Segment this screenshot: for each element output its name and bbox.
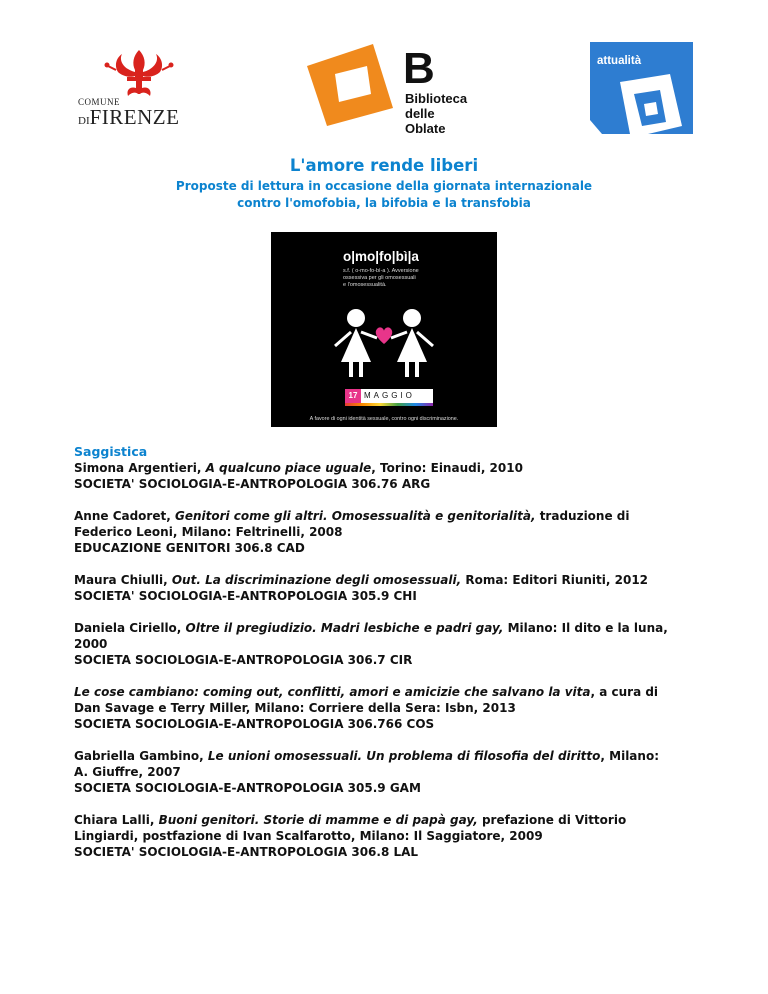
shelf-location: EDUCAZIONE GENITORI 306.8 CAD — [74, 541, 305, 555]
poster-footer: A favore di ogni identità sessuale, contro ogni discriminazione. — [309, 416, 459, 422]
shelf-location: SOCIETA' SOCIOLOGIA-E-ANTROPOLOGIA 306.8 LAL — [74, 845, 419, 859]
poster-definition-line1: s.f. ( o-mo-fo-bì-a ). Avversione — [343, 268, 419, 274]
shelf-location: SOCIETA SOCIOLOGIA-E-ANTROPOLOGIA 306.766 COS — [74, 717, 435, 731]
biblioteca-oblate-logo — [305, 44, 470, 136]
entry-line: Simona Argentieri, A qualcuno piace uguale, Torino: Einaudi, 2010 — [74, 461, 523, 475]
subtitle-line2: contro l'omofobia, la bifobia e la transfobia — [237, 196, 531, 210]
attualita-logo — [590, 42, 693, 134]
omofobia-poster — [271, 232, 497, 427]
entry-line: Daniela Ciriello, Oltre il pregiudizio. Madri lesbiche e padri gay, Milano: Il dito e la luna, — [74, 621, 668, 635]
logo-text-di: DI — [78, 115, 90, 127]
rainbow-stripe — [345, 403, 433, 406]
oblate-letter: B — [403, 44, 435, 93]
book-entry — [74, 684, 704, 732]
logo-text-comune: COMUNE — [78, 97, 121, 107]
page-subtitle — [0, 178, 768, 212]
reading-list — [74, 444, 704, 876]
oblate-name — [405, 92, 475, 137]
oblate-book-icon — [305, 44, 400, 126]
subtitle-line1: Proposte di lettura in occasione della giornata internazionale — [175, 179, 593, 193]
entry-line-continued: 2000 — [74, 637, 108, 651]
entry-line-continued: Federico Leoni, Milano: Feltrinelli, 2008 — [74, 525, 343, 539]
entry-line: Maura Chiulli, Out. La discriminazione degli omosessuali, Roma: Editori Riuniti, 2012 — [74, 573, 649, 587]
section-heading: Saggistica — [74, 444, 148, 459]
entry-line: Le cose cambiano: coming out, conflitti, amori e amicizie che salvano la vita, a cura di — [74, 685, 659, 699]
book-entry — [74, 572, 704, 604]
shelf-location: SOCIETA' SOCIOLOGIA-E-ANTROPOLOGIA 305.9 CHI — [74, 589, 417, 603]
shelf-location: SOCIETA SOCIOLOGIA-E-ANTROPOLOGIA 305.9 GAM — [74, 781, 421, 795]
entry-line: Gabriella Gambino, Le unioni omosessuali. Un problema di filosofia del diritto, Milano: — [74, 749, 659, 763]
oblate-name-line1: Biblioteca — [405, 91, 468, 106]
entry-line: Anne Cadoret, Genitori come gli altri. Omosessualità e genitorialità, traduzione di — [74, 509, 630, 523]
logo-text-firenze: FIRENZE — [89, 105, 180, 129]
page-title: L'amore rende liberi — [289, 156, 479, 175]
poster-definition-line2: ossessiva per gli omosessuali — [343, 275, 416, 281]
book-entry — [74, 812, 704, 860]
date-month: MAGGIO — [364, 391, 415, 400]
book-entry — [74, 508, 704, 556]
book-entry — [74, 620, 704, 668]
entry-line-continued: Dan Savage e Terry Miller, Milano: Corriere della Sera: Isbn, 2013 — [74, 701, 516, 715]
entry-line-continued: A. Giuffre, 2007 — [74, 765, 181, 779]
date-number: 17 — [345, 389, 361, 403]
shelf-location: SOCIETA SOCIOLOGIA-E-ANTROPOLOGIA 306.7 CIR — [74, 653, 413, 667]
poster-definition-line3: e l'omosessualità. — [343, 282, 387, 288]
poster-date — [345, 389, 433, 403]
comune-di-firenze-logo — [78, 48, 200, 134]
shelf-location: SOCIETA' SOCIOLOGIA-E-ANTROPOLOGIA 306.76 ARG — [74, 477, 431, 491]
book-entry — [74, 460, 704, 492]
entry-line-continued: Lingiardi, postfazione di Ivan Scalfarotto, Milano: Il Saggiatore, 2009 — [74, 829, 543, 843]
entry-line: Chiara Lalli, Buoni genitori. Storie di mamme e di papà gay, prefazione di Vittorio — [74, 813, 627, 827]
giglio-icon — [78, 48, 200, 100]
attualita-label: attualità — [597, 55, 642, 67]
poster-word: o|mo|fo|bì|a — [343, 249, 419, 264]
oblate-name-line2: delle Oblate — [405, 105, 446, 136]
book-entry — [74, 748, 704, 796]
